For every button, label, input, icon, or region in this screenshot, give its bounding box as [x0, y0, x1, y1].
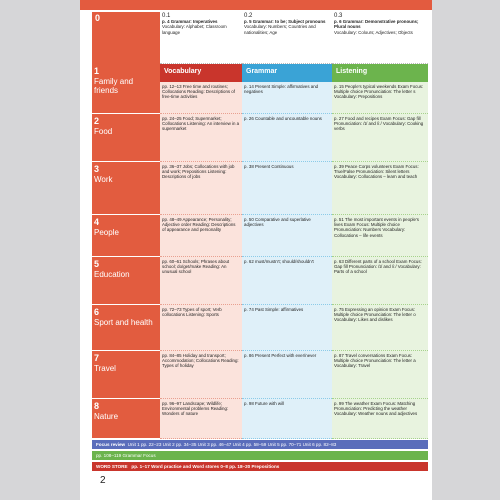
unit-0-cell-2: 0.2 p. 5 Grammar: to be; Subject pronouns Vocabulary: Numbers; Countries and nationalities; Age [242, 12, 332, 64]
unit-1-vocab: pp. 12–13 Free time and routines; Collocations Reading: Descriptions of free-time activities [160, 82, 242, 114]
header-grammar: Grammar [242, 64, 332, 82]
unit-5-grammar: p. 62 must/mustn't; should/shouldn't [242, 257, 332, 305]
unit-6-listening: p. 75 Expressing an opinion Exam Focus: Multiple choice Pronunciation: The letter o Vocabulary: Likes and dislikes [332, 305, 428, 351]
unit-2-grammar: p. 26 Countable and uncountable nouns [242, 114, 332, 162]
unit-3-vocab: pp. 36–37 Jobs; Collocations with job and work; Prepositions Listening: Descriptions of jobs [160, 162, 242, 215]
unit-4-vocab: pp. 48–49 Appearance; Personality; Adjective order Reading: Descriptions of appearance and personality [160, 215, 242, 257]
unit-1-listening: p. 15 People's typical weekends Exam Focus: Multiple choice Pronunciation: The letter s Vocabulary: Prepositions [332, 82, 428, 114]
unit-8-grammar: p. 98 Future with will [242, 399, 332, 439]
unit-0-cell-3: 0.3 p. 6 Grammar: Demonstrative pronouns; Plural nouns Vocabulary: Colours; Adjectives; Objects [332, 12, 428, 64]
unit-4-listening: p. 51 The most important events in people's lives Exam Focus: Multiple choice Pronunciation: Numbers Vocabulary: Collocations – life events [332, 215, 428, 257]
header-vocabulary: Vocabulary [160, 64, 242, 82]
unit-7-label: 7 Travel [92, 351, 160, 399]
unit-7-listening: p. 87 Travel conversations Exam Focus: Multiple choice Pronunciation: The letter a Vocabulary: Travel [332, 351, 428, 399]
unit-6-label: 6 Sport and health [92, 305, 160, 351]
unit-3-listening: p. 39 Peace Corps volunteers Exam Focus: True/False Pronunciation: Silent letters Vocabulary: Collocations – learn and teach [332, 162, 428, 215]
grammar-focus-bar: pp. 108–119 Grammar Focus [92, 451, 428, 460]
unit-5-label: 5 Education [92, 257, 160, 305]
unit-7-grammar: p. 86 Present Perfect with ever/never [242, 351, 332, 399]
unit-6-vocab: pp. 72–73 Types of sport; Verb collocations Listening: Sports [160, 305, 242, 351]
unit-8-label: 8 Nature [92, 399, 160, 439]
unit-5-listening: p. 63 Different parts of a school Exam Focus: Gap fill Pronunciation: /ɪ/ and /iː/ Vocabulary: Parts of a school [332, 257, 428, 305]
header-listening: Listening [332, 64, 428, 82]
unit-6-grammar: p. 74 Past Simple: affirmatives [242, 305, 332, 351]
unit-5-vocab: pp. 60–61 Schools; Phrases about school; do/get/make Reading: An unusual school [160, 257, 242, 305]
unit-1-label: 1 Family and friends [92, 64, 160, 114]
unit-0-label: 0 [92, 12, 160, 64]
page-number: 2 [100, 475, 106, 486]
focus-review-bar: Focus review Unit 1 pp. 22–23 Unit 2 pp. 34–35 Unit 3 pp. 46–47 Unit 4 pp. 58–59 Unit 5 pp. 70–71 Unit 6 pp. 82–83 [92, 440, 428, 449]
unit-4-label: 4 People [92, 215, 160, 257]
unit-3-label: 3 Work [92, 162, 160, 215]
unit-2-label: 2 Food [92, 114, 160, 162]
top-accent-bar [80, 0, 432, 10]
contents-table [92, 12, 428, 439]
unit-8-vocab: pp. 96–97 Landscape; Wildlife; Environmental problems Reading: Wonders of nature [160, 399, 242, 439]
unit-0-cell-1: 0.1 p. 4 Grammar: Imperatives Vocabulary: Alphabet; Classroom language [160, 12, 242, 64]
unit-2-vocab: pp. 24–25 Food; Supermarket; Collocations Listening: An interview in a supermarket [160, 114, 242, 162]
word-store-bar: WORD STORE pp. 1–17 Word practice and Word stores 0–8 pp. 18–20 Prepositions [92, 462, 428, 471]
unit-4-grammar: p. 50 Comparative and superlative adjectives [242, 215, 332, 257]
book-page [80, 0, 432, 500]
unit-1-grammar: p. 14 Present Simple: affirmatives and negatives [242, 82, 332, 114]
unit-3-grammar: p. 38 Present Continuous [242, 162, 332, 215]
unit-2-listening: p. 27 Food and recipes Exam Focus: Gap fill Pronunciation: /ɪ/ and /iː/ Vocabulary: Cooking verbs [332, 114, 428, 162]
unit-7-vocab: pp. 84–85 Holiday and transport; Accommodation; Collocations Reading: Types of holiday [160, 351, 242, 399]
unit-8-listening: p. 99 The weather Exam Focus: Matching Pronunciation: Predicting the weather Vocabulary: Weather nouns and adjectives [332, 399, 428, 439]
